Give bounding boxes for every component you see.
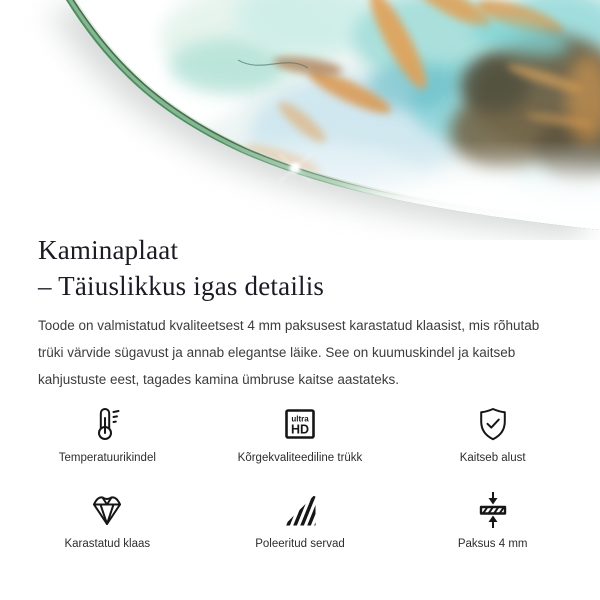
diamond-icon: [85, 488, 129, 532]
thickness-icon: [471, 488, 515, 532]
title-line-2: – Täiuslikkus igas detailis: [38, 271, 325, 301]
feature-print-quality: [204, 402, 397, 488]
feature-label: Karastatud klaas: [64, 538, 151, 550]
feature-label: Kõrgekvaliteediline trükk: [237, 452, 363, 464]
feature-protects-base: [396, 402, 589, 488]
feature-polished-edges: [204, 488, 397, 574]
feature-label: Kaitseb alust: [459, 452, 526, 464]
shield-check-icon: [471, 402, 515, 446]
glass-plate-artwork: [0, 0, 600, 240]
feature-temperature: [11, 402, 204, 488]
feature-tempered-glass: [11, 488, 204, 574]
feature-label: Temperatuurikindel: [58, 452, 156, 464]
thermometer-icon: [85, 402, 129, 446]
feature-label: Paksus 4 mm: [457, 538, 528, 550]
feature-label: Poleeritud servad: [255, 538, 345, 550]
product-description-text: Toode on valmistatud kvaliteetsest 4 mm paksusest karastatud klaasist, mis rõhutab trüki värvide sügavust ja annab elegantse läike. See on kuumuskindel ja kaitseb kahjustuste eest, tagades kamina ümbruse kaitse aastateks.: [38, 318, 540, 387]
product-description-section: [0, 232, 600, 393]
polished-edges-icon: [278, 488, 322, 532]
title-line-1: Kaminaplaat: [38, 235, 179, 265]
ultra-hd-icon: [278, 402, 322, 446]
product-image: [0, 0, 600, 240]
ultra-hd-text-top: ultra: [291, 414, 309, 424]
feature-grid: [11, 402, 589, 574]
feature-thickness: [396, 488, 589, 574]
page-title: [0, 232, 600, 304]
ultra-hd-text-bottom: HD: [290, 422, 310, 437]
